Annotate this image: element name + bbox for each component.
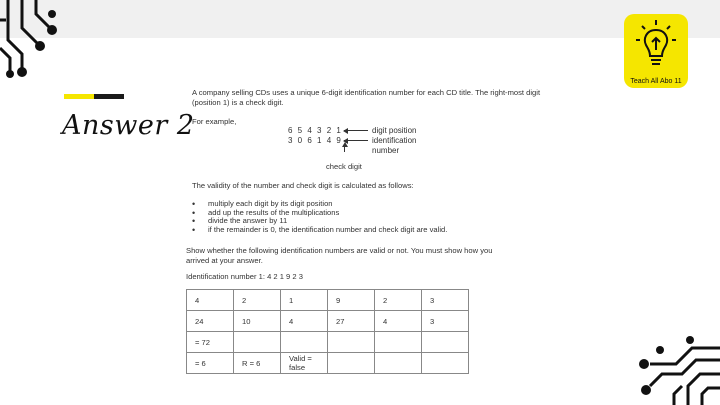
accent-bar-yellow xyxy=(64,94,94,99)
table-row xyxy=(187,311,469,332)
table-cell: 24 xyxy=(187,311,234,332)
table-cell: 2 xyxy=(234,290,281,311)
check-digit-label: check digit xyxy=(326,162,362,171)
table-cell: 4 xyxy=(375,311,422,332)
bullet-item: • multiply each digit by its digit position xyxy=(192,200,572,209)
slide-title: Answer 2 xyxy=(62,110,195,141)
id-value: 4 2 1 9 2 3 xyxy=(267,272,303,281)
table-cell: 27 xyxy=(328,311,375,332)
id-label: identification number xyxy=(372,136,417,155)
accent-bar-dark xyxy=(94,94,124,99)
bullet-list xyxy=(192,200,572,234)
show-instruction: Show whether the following identification numbers are valid or not. You must show how you arrived at your answer. xyxy=(186,246,493,265)
table-cell: 9 xyxy=(328,290,375,311)
circuit-decoration-bottom-right xyxy=(630,330,720,405)
position-row xyxy=(288,126,438,136)
table-cell: = 72 xyxy=(187,332,234,353)
bullet-item: • divide the answer by 11 xyxy=(192,217,572,226)
question-intro: A company selling CDs uses a unique 6-digit identification number for each CD title. The right-most digit (position 1) is a check digit. xyxy=(192,88,541,107)
position-digits: 6 5 4 3 2 1 xyxy=(288,126,341,135)
table-cell: 1 xyxy=(281,290,328,311)
table-cell xyxy=(281,332,328,353)
answer-table xyxy=(186,289,469,374)
table-cell xyxy=(375,332,422,353)
table-cell xyxy=(375,353,422,374)
example-label: For example, xyxy=(192,117,237,126)
table-cell: R = 6 xyxy=(234,353,281,374)
table-cell: = 6 xyxy=(187,353,234,374)
table-cell: 4 xyxy=(281,311,328,332)
table-cell xyxy=(422,353,469,374)
bullet-item: • if the remainder is 0, the identification number and check digit are valid. xyxy=(192,226,572,235)
top-band xyxy=(0,0,720,38)
id-row xyxy=(288,136,438,155)
table-cell xyxy=(422,332,469,353)
position-label: digit position xyxy=(372,126,417,135)
circuit-decoration-top-left xyxy=(0,0,70,78)
left-arrow-icon xyxy=(344,130,368,131)
left-arrow-icon xyxy=(344,140,368,141)
digit-diagram xyxy=(288,126,438,155)
table-row xyxy=(187,332,469,353)
table-cell: 3 xyxy=(422,290,469,311)
id-digits: 3 0 6 1 4 9 xyxy=(288,136,341,145)
table-cell xyxy=(328,353,375,374)
table-cell: 3 xyxy=(422,311,469,332)
logo xyxy=(624,14,688,88)
table-row xyxy=(187,290,469,311)
table-cell: 4 xyxy=(187,290,234,311)
up-arrow-icon xyxy=(344,144,345,152)
bullet-item: • add up the results of the multiplications xyxy=(192,209,572,218)
identification-line xyxy=(186,272,303,282)
table-cell xyxy=(234,332,281,353)
table-cell xyxy=(328,332,375,353)
lightbulb-icon xyxy=(624,14,688,74)
logo-text: Teach All Abo 11 xyxy=(630,78,682,85)
table-cell: 2 xyxy=(375,290,422,311)
table-row xyxy=(187,353,469,374)
table-cell: Valid = false xyxy=(281,353,328,374)
table-cell: 10 xyxy=(234,311,281,332)
validity-text: The validity of the number and check digit is calculated as follows: xyxy=(192,181,414,190)
id-prefix: Identification number 1: xyxy=(186,272,265,281)
